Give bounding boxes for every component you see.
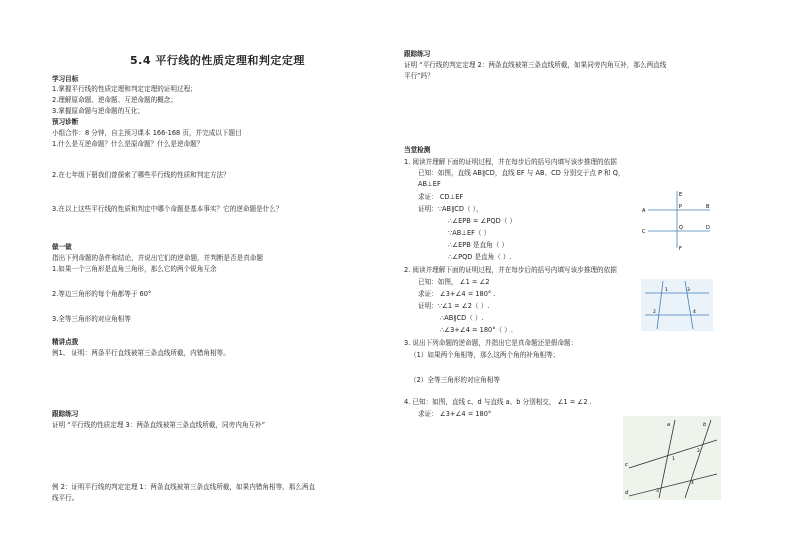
fig3-label-a: a: [667, 422, 671, 428]
goal-3: 3.掌握原命题与逆命题的互化；: [52, 107, 145, 115]
parallel-lines-figure-1: [640, 188, 714, 252]
goals-heading: 学习目标: [52, 75, 79, 83]
fig1-label-c: C: [642, 229, 646, 235]
fig1-label-f: F: [679, 246, 682, 252]
fig1-label-b: B: [706, 204, 710, 210]
fig2-label-3: 3: [687, 288, 690, 293]
fig3-label-d: d: [625, 490, 629, 496]
check-q1-step-4: ∴∠EPB 是直角（ ）: [448, 241, 508, 249]
fig2-label-4: 4: [693, 310, 696, 315]
fig3-label-2: 2: [697, 449, 700, 454]
check-q3-line-1: 3. 说出下列命题的逆命题，并指出它是真命题还是假命题：: [404, 339, 578, 347]
page-title: 5.4 平行线的性质定理和判定定理: [130, 54, 305, 67]
right-follow-line-1: 证明 “平行线的判定定理 2：两条直线被第三条直线所截，如果同旁内角互补，那么两直线: [404, 61, 667, 69]
fig3-label-c: c: [625, 462, 628, 468]
check-q1-prove: 求证： CD⊥EF: [418, 193, 464, 201]
check-q4-prove: 求证： ∠3+∠4 = 180°: [418, 410, 492, 418]
goal-2: 2.理解原命题、逆命题、互逆命题的概念；: [52, 96, 177, 104]
check-q1-line-2: 已知：如图，直线 AB∥CD，直线 EF 与 AB、CD 分别交于点 P 和 Q，: [418, 169, 625, 177]
check-q2-step-2: ∴AB∥CD（ ）.: [440, 314, 484, 322]
check-q2-line-1: 2. 阅读并理解下面的证明过程，并在每步后的括号内填写该步推理的依据: [404, 266, 617, 274]
fig1-label-q: Q: [679, 225, 683, 231]
fig3-label-b: b: [703, 422, 707, 428]
fig2-label-2: 2: [653, 310, 656, 315]
intersecting-lines-figure-3: [623, 416, 721, 500]
explain-heading: 精讲点拨: [52, 338, 79, 346]
practice-item-2: 2.等边三角形的每个角都等于 60°: [52, 290, 152, 298]
practice-heading: 做一做: [52, 243, 72, 251]
check-q1-step-1: 证明：∵AB∥CD（ ），: [418, 205, 483, 213]
preview-question-2: 2.在七年级下册我们曾探索了哪些平行线的性质和判定方法？: [52, 171, 230, 179]
goal-1: 1.掌握平行线的性质定理和判定定理的证明过程；: [52, 85, 197, 93]
right-follow-line-2: 平行”吗？: [404, 72, 434, 80]
example-1: 例1、 证明：两条平行直线被第三条直线所截，内错角相等。: [52, 349, 230, 357]
fig1-label-p: P: [679, 204, 683, 210]
practice-item-3: 3.全等三角形的对应角相等: [52, 315, 131, 323]
check-q1-step-3: ∵AB⊥EF（ ）: [448, 229, 491, 237]
check-q3-a: （1）如果两个角相等，那么这两个角的补角相等；: [410, 351, 560, 359]
fig1-label-d: D: [706, 225, 710, 231]
fig3-label-3: 3: [656, 489, 659, 494]
check-q1-line-3: AB⊥EF: [418, 180, 441, 188]
practice-item-1: 1.如果一个三角形是直角三角形，那么它的两个锐角互余: [52, 265, 217, 273]
preview-question-1: 1.什么是互逆命题？什么是原命题？什么是逆命题？: [52, 140, 204, 148]
fig1-label-e: E: [679, 192, 683, 198]
check-q2-step-3: ∴∠3+∠4 = 180°（ ）.: [440, 326, 513, 334]
fig1-label-a: A: [642, 208, 646, 214]
check-q1-step-2: ∴∠EPB = ∠PQD（ ）: [448, 217, 516, 225]
preview-question-3: 3.在以上这些平行线的性质和判定中哪个命题是基本事实？它的逆命题是什么？: [52, 205, 283, 213]
right-follow-heading: 跟踪练习: [404, 50, 431, 58]
fig2-label-1: 1: [665, 288, 668, 293]
check-heading: 当堂检测: [404, 146, 431, 154]
left-follow-text: 证明 “平行线的性质定理 3：两条直线被第三条直线所截，同旁内角互补”: [52, 421, 266, 429]
check-q2-line-2: 已知：如图， ∠1 = ∠2: [418, 278, 490, 286]
preview-heading: 预习诊断: [52, 118, 79, 126]
check-q3-b: （2）全等三角形的对应角相等: [410, 376, 500, 384]
parallel-lines-figure-2: [641, 279, 713, 331]
check-q2-prove: 求证： ∠3+∠4 = 180° .: [418, 290, 496, 298]
check-q1-step-5: ∴∠PQD 是直角（ ）.: [448, 253, 512, 261]
fig3-label-1: 1: [672, 457, 675, 462]
check-q2-step-1: 证明：∵∠1 = ∠2（ ）.: [418, 302, 490, 310]
left-follow-heading: 跟踪练习: [52, 410, 79, 418]
check-q4-line-1: 4. 已知：如图，直线 c、d 与直线 a、b 分别相交， ∠1 = ∠2 .: [404, 398, 592, 406]
fig3-label-4: 4: [691, 481, 694, 486]
example-2-line-2: 线平行。: [52, 494, 79, 502]
practice-intro: 指出下列命题的条件和结论，并说出它们的逆命题，并判断是否是真命题: [52, 254, 263, 262]
example-2-line-1: 例 2：证明平行线的判定定理 1：两条直线被第三条直线所截，如果内错角相等，那么两直: [52, 483, 316, 491]
preview-intro: 小组合作：8 分钟，自主预习课本 166-168 页，并完成以下题目: [52, 129, 242, 137]
check-q1-line-1: 1. 阅读并理解下面的证明过程，并在每步后的括号内填写该步推理的依据: [404, 158, 617, 166]
